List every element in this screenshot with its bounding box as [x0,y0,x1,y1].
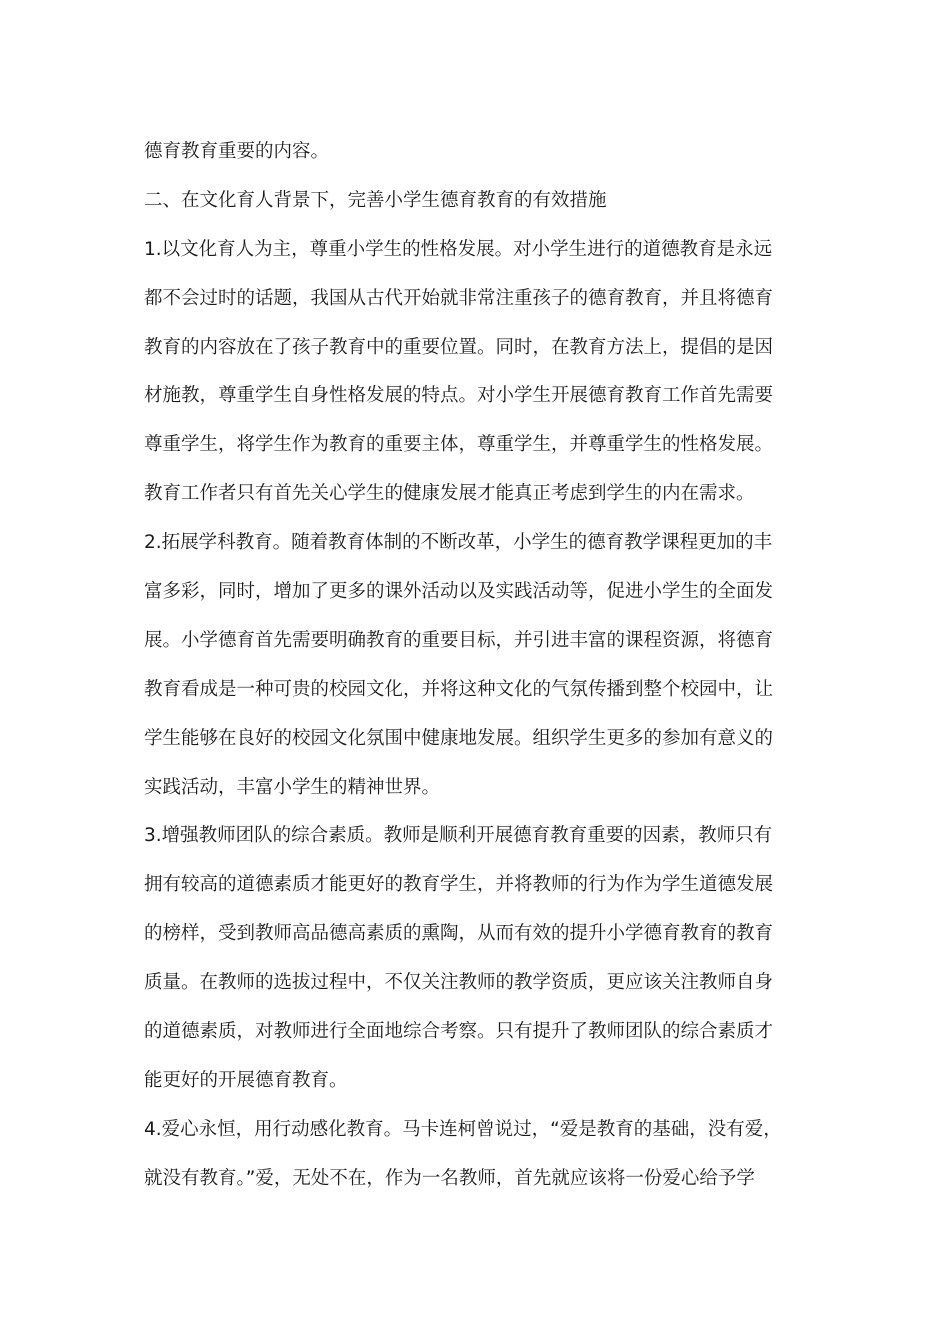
text-line: 都不会过时的话题，我国从古代开始就非常注重孩子的德育教育，并且将德育 [144,287,774,309]
text-line: 4.爱心永恒，用行动感化教育。马卡连柯曾说过，“爱是教育的基础，没有爱， [144,1118,782,1140]
text-line: 材施教，尊重学生自身性格发展的特点。对小学生开展德育教育工作首先需要 [144,385,774,407]
text-line: 拥有较高的道德素质才能更好的教育学生，并将教师的行为作为学生道德发展 [144,874,774,896]
text-line: 学生能够在良好的校园文化氛围中健康地发展。组织学生更多的参加有意义的 [144,727,774,749]
text-line: 德育教育重要的内容。 [144,141,330,162]
text-line: 教育的内容放在了孩子教育中的重要位置。同时，在教育方法上，提倡的是因 [144,336,774,358]
text-line: 就没有教育。”爱，无处不在，作为一名教师，首先就应该将一份爱心给予学 [144,1167,755,1189]
text-line: 3.增强教师团队的综合素质。教师是顺利开展德育教育重要的因素，教师只有 [144,825,773,847]
text-line: 教育工作者只有首先关心学生的健康发展才能真正考虑到学生的内在需求。 [144,483,755,505]
text-line: 教育看成是一种可贵的校园文化，并将这种文化的气氛传播到整个校园中，让 [144,678,774,700]
text-line: 富多彩，同时，增加了更多的课外活动以及实践活动等，促进小学生的全面发 [144,581,774,603]
text-line: 能更好的开展德育教育。 [144,1069,348,1091]
text-line: 1.以文化育人为主，尊重小学生的性格发展。对小学生进行的道德教育是永远 [144,238,773,260]
document-body [144,134,812,1210]
text-line: 2.拓展学科教育。随着教育体制的不断改革，小学生的德育教学课程更加的丰 [144,532,773,554]
text-line: 质量。在教师的选拔过程中，不仅关注教师的教学资质，更应该关注教师自身 [144,972,774,994]
text-line: 的道德素质，对教师进行全面地综合考察。只有提升了教师团队的综合素质才 [144,1021,774,1043]
text-line: 尊重学生，将学生作为教育的重要主体，尊重学生，并尊重学生的性格发展。 [144,434,774,456]
section-heading: 二、在文化育人背景下，完善小学生德育教育的有效措施 [144,189,607,211]
text-line: 展。小学德育首先需要明确教育的重要目标，并引进丰富的课程资源，将德育 [144,629,774,651]
text-line: 的榜样，受到教师高品德高素质的熏陶，从而有效的提升小学德育教育的教育 [144,923,774,945]
text-line: 实践活动，丰富小学生的精神世界。 [144,776,441,798]
